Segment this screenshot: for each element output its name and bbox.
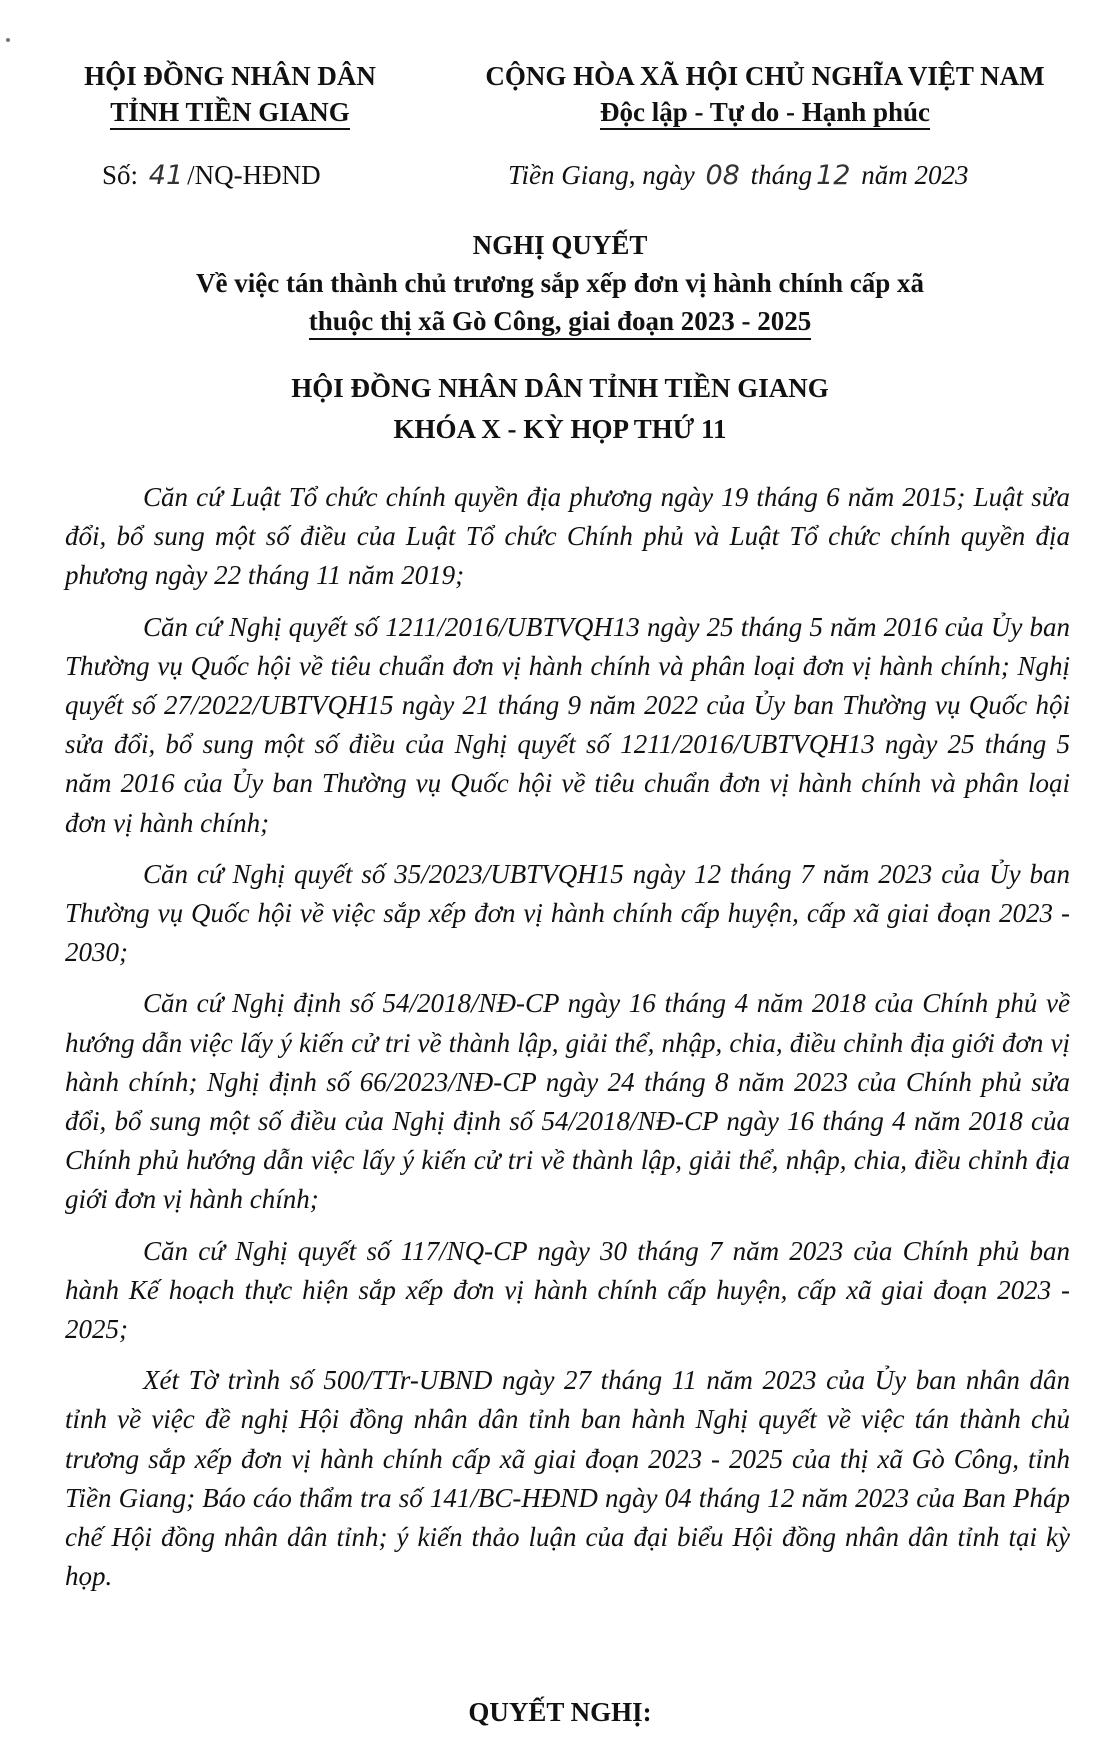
document-header bbox=[60, 58, 1060, 128]
preamble-paragraph: Căn cứ Nghị quyết số 117/NQ-CP ngày 30 tháng 7 năm 2023 của Chính phủ ban hành Kế hoạch thực hiện sắp xếp đơn vị hành chính cấp huyện, cấp xã giai đoạn 2023 - 2025; bbox=[65, 1235, 1070, 1345]
number-date-row bbox=[60, 160, 1060, 200]
place-date bbox=[508, 160, 968, 191]
scan-speck bbox=[6, 38, 10, 42]
preamble bbox=[65, 478, 1070, 1608]
resolution-subject-line-1: Về việc tán thành chủ trương sắp xếp đơn vị hành chính cấp xã bbox=[196, 268, 924, 298]
council-name: HỘI ĐỒNG NHÂN DÂN TỈNH TIỀN GIANG bbox=[291, 373, 829, 403]
national-motto: Độc lập - Tự do - Hạnh phúc bbox=[600, 96, 930, 130]
place-label: Tiền Giang, ngày bbox=[508, 160, 695, 190]
document-number-prefix: Số: bbox=[102, 160, 139, 190]
national-title-line-1: CỘNG HÒA XÃ HỘI CHỦ NGHĨA VIỆT NAM bbox=[485, 61, 1045, 91]
date-day: 08 bbox=[705, 160, 740, 191]
national-title bbox=[460, 58, 1070, 130]
issuing-authority bbox=[60, 58, 400, 130]
preamble-paragraph: Căn cứ Luật Tổ chức chính quyền địa phương ngày 19 tháng 6 năm 2015; Luật sửa đổi, bổ sung một số điều của Luật Tổ chức Chính phủ và Luật Tổ chức chính quyền địa phương ngày 22 tháng 11 năm 2019; bbox=[65, 482, 1070, 591]
document-number-handwritten: 41 bbox=[148, 160, 184, 191]
authority-line-1: HỘI ĐỒNG NHÂN DÂN bbox=[84, 61, 376, 91]
preamble-paragraph: Căn cứ Nghị định số 54/2018/NĐ-CP ngày 16 tháng 4 năm 2018 của Chính phủ về hướng dẫn việc lấy ý kiến cử tri về thành lập, giải thể, nhập, chia, điều chỉnh địa giới đơn vị hành chính; Nghị định số 66/2023/NĐ-CP ngày 24 tháng 8 năm 2023 của Chính phủ sửa đổi, bổ sung một số điều của Nghị định số 54/2018/NĐ-CP ngày 16 tháng 4 năm 2018 của Chính phủ hướng dẫn việc lấy ý kiến cử tri về thành lập, giải thể, nhập, chia, điều chỉnh địa giới đơn vị hành chính; bbox=[65, 988, 1070, 1215]
document-number-suffix: /NQ-HĐND bbox=[187, 160, 321, 190]
resolve-heading: QUYẾT NGHỊ: bbox=[468, 1697, 652, 1727]
date-year: năm 2023 bbox=[861, 160, 969, 190]
council-heading bbox=[60, 368, 1060, 450]
council-session: KHÓA X - KỲ HỌP THỨ 11 bbox=[393, 414, 727, 444]
resolution-type: NGHỊ QUYẾT bbox=[472, 230, 648, 260]
month-label: tháng bbox=[750, 160, 813, 190]
authority-line-2: TỈNH TIỀN GIANG bbox=[110, 96, 350, 130]
resolution-subject-line-2: thuộc thị xã Gò Công, giai đoạn 2023 - 2025 bbox=[309, 304, 812, 340]
date-month: 12 bbox=[816, 160, 851, 191]
preamble-paragraph: Căn cứ Nghị quyết số 1211/2016/UBTVQH13 ngày 25 tháng 5 năm 2016 của Ủy ban Thường vụ Quốc hội về tiêu chuẩn đơn vị hành chính và phân loại đơn vị hành chính; Nghị quyết số 27/2022/UBTVQH15 ngày 21 tháng 9 năm 2022 của Ủy ban Thường vụ Quốc hội sửa đổi, bổ sung một số điều của Nghị quyết số 1211/2016/UBTVQH13 ngày 25 tháng 5 năm 2016 của Ủy ban Thường vụ Quốc hội về tiêu chuẩn đơn vị hành chính và phân loại đơn vị hành chính; bbox=[65, 611, 1070, 838]
preamble-paragraph: Xét Tờ trình số 500/TTr-UBND ngày 27 tháng 11 năm 2023 của Ủy ban nhân dân tỉnh về việc đề nghị Hội đồng nhân dân tỉnh ban hành Nghị quyết về việc tán thành chủ trương sắp xếp đơn vị hành chính cấp xã giai đoạn 2023 - 2025 của thị xã Gò Công, tỉnh Tiền Giang; Báo cáo thẩm tra số 141/BC-HĐND ngày 04 tháng 12 năm 2023 của Ban Pháp chế Hội đồng nhân dân tỉnh; ý kiến thảo luận của đại biểu Hội đồng nhân dân tỉnh tại kỳ họp. bbox=[65, 1365, 1070, 1592]
document-number bbox=[102, 160, 321, 191]
resolution-title bbox=[60, 226, 1060, 340]
preamble-paragraph: Căn cứ Nghị quyết số 35/2023/UBTVQH15 ngày 12 tháng 7 năm 2023 của Ủy ban Thường vụ Quốc hội về việc sắp xếp đơn vị hành chính cấp huyện, cấp xã giai đoạn 2023 - 2030; bbox=[65, 858, 1070, 968]
